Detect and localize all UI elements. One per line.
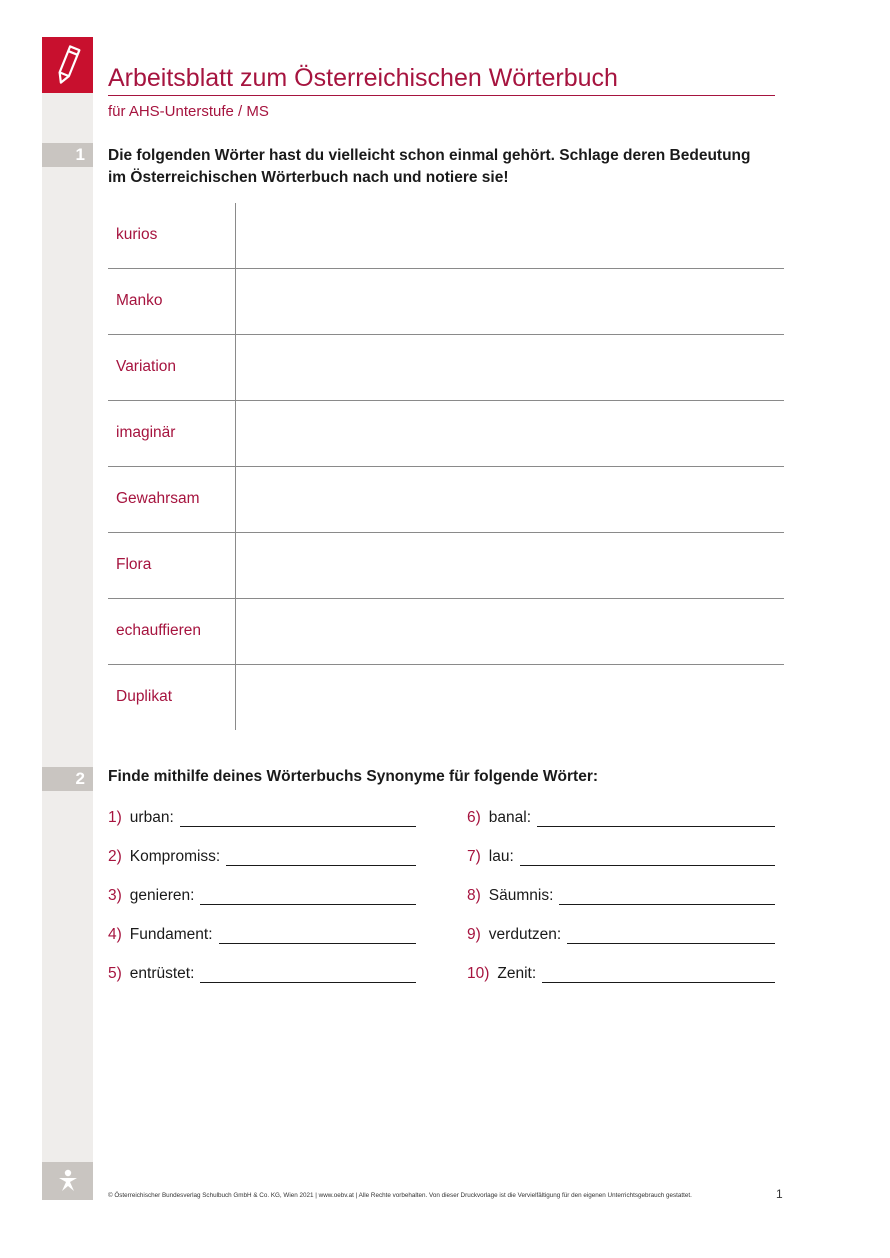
word-row[interactable] (108, 269, 784, 335)
synonym-item (467, 961, 775, 983)
word-row[interactable] (108, 533, 784, 599)
synonym-number: 3) (108, 887, 122, 904)
table-divider (235, 335, 236, 400)
synonym-item (467, 805, 775, 827)
page-sidebar (42, 37, 93, 1200)
task-1-instruction-line-2: im Österreichischen Wörterbuch nach und notiere sie! (108, 169, 509, 186)
synonym-word: Kompromiss: (129, 848, 221, 865)
word-row[interactable] (108, 203, 784, 269)
answer-line[interactable] (559, 888, 775, 905)
pencil-icon (53, 43, 83, 87)
task-1-instruction-line-1: Die folgenden Wörter hast du vielleicht schon einmal gehört. Schlage deren Bedeutung (108, 147, 751, 164)
synonym-number: 6) (467, 809, 481, 826)
table-divider (235, 269, 236, 334)
task-2-number: 2 (42, 767, 93, 791)
task-1-instruction (108, 145, 751, 189)
answer-line[interactable] (219, 927, 416, 944)
synonym-item (467, 883, 775, 905)
answer-line[interactable] (537, 810, 775, 827)
synonym-item (108, 961, 416, 983)
page-title: Arbeitsblatt zum Österreichischen Wörterbuch (108, 64, 775, 96)
task-2-instruction: Finde mithilfe deines Wörterbuchs Synonyme für folgende Wörter: (108, 768, 599, 785)
pencil-logo (42, 37, 93, 93)
publisher-logo-icon (55, 1168, 81, 1194)
answer-line[interactable] (226, 849, 416, 866)
table-divider (235, 665, 236, 730)
word-row[interactable] (108, 467, 784, 533)
table-divider (235, 203, 236, 268)
page-number: 1 (776, 1187, 783, 1201)
synonym-number: 5) (108, 965, 122, 982)
word-row[interactable] (108, 665, 784, 730)
footer-copyright: © Österreichischer Bundesverlag Schulbuch GmbH & Co. KG, Wien 2021 | www.oebv.at | Alle Rechte vorbehalten. Von dieser Druckvorlage ist die Vervielfältigung für den eigenen Unterrichtsgebrauch gestattet. (108, 1192, 692, 1199)
table-divider (235, 533, 236, 598)
synonym-word: Säumnis: (488, 887, 554, 904)
synonym-number: 1) (108, 809, 122, 826)
synonym-number: 7) (467, 848, 481, 865)
word-label: imaginär (116, 424, 176, 441)
synonym-item (108, 805, 416, 827)
table-divider (235, 599, 236, 664)
word-label: Gewahrsam (116, 490, 200, 507)
synonym-word: entrüstet: (129, 965, 195, 982)
synonym-number: 9) (467, 926, 481, 943)
table-divider (235, 467, 236, 532)
synonym-word: verdutzen: (488, 926, 562, 943)
answer-line[interactable] (200, 966, 416, 983)
synonym-item (467, 922, 775, 944)
word-table (108, 203, 784, 730)
answer-line[interactable] (520, 849, 775, 866)
synonym-number: 4) (108, 926, 122, 943)
answer-line[interactable] (542, 966, 775, 983)
word-label: Variation (116, 358, 177, 375)
word-row[interactable] (108, 401, 784, 467)
word-label: Flora (116, 556, 152, 573)
synonym-number: 8) (467, 887, 481, 904)
synonym-item (108, 883, 416, 905)
synonym-number: 10) (467, 965, 490, 982)
page-subtitle: für AHS-Unterstufe / MS (108, 103, 269, 120)
synonym-word: Zenit: (497, 965, 537, 982)
task-1-number: 1 (42, 143, 93, 167)
synonym-item (467, 844, 775, 866)
word-row[interactable] (108, 599, 784, 665)
synonym-word: lau: (488, 848, 514, 865)
synonym-word: banal: (488, 809, 532, 826)
word-row[interactable] (108, 335, 784, 401)
synonym-item (108, 844, 416, 866)
word-label: kurios (116, 226, 158, 243)
synonym-item (108, 922, 416, 944)
answer-line[interactable] (180, 810, 416, 827)
synonym-number: 2) (108, 848, 122, 865)
answer-line[interactable] (567, 927, 775, 944)
table-divider (235, 401, 236, 466)
answer-line[interactable] (200, 888, 416, 905)
synonym-word: genieren: (129, 887, 195, 904)
synonym-word: urban: (129, 809, 174, 826)
synonym-word: Fundament: (129, 926, 213, 943)
footer-logo (42, 1162, 93, 1200)
word-label: Duplikat (116, 688, 172, 705)
word-label: Manko (116, 292, 163, 309)
word-label: echauffieren (116, 622, 202, 639)
